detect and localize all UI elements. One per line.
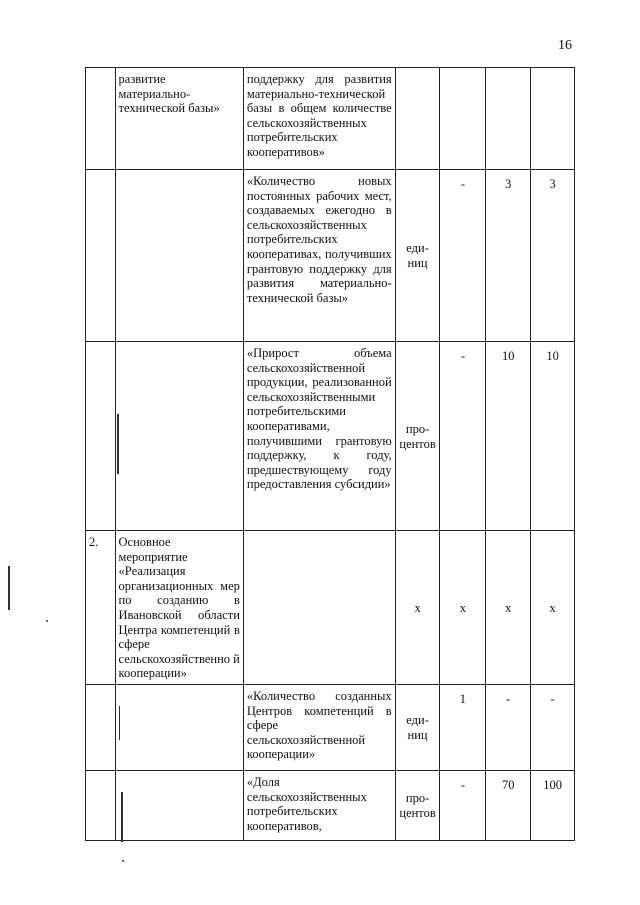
indicator-text: «Количество созданных Центров компетенций в сфере сельскохозяйственной кооперации» xyxy=(243,685,395,771)
value-year-1: - xyxy=(440,771,486,841)
value-year-2: х xyxy=(486,531,531,685)
value-year-2 xyxy=(486,68,531,170)
activity-name xyxy=(115,771,243,841)
value-year-1 xyxy=(440,68,486,170)
indicator-text xyxy=(243,531,395,685)
value-year-3: - xyxy=(531,685,575,771)
activity-name xyxy=(115,170,243,342)
value-year-2: 10 xyxy=(486,342,531,531)
activity-name: Основное мероприятие «Реализация организационных мер по созданию в Ивановской области Центра компетенций в сфере сельскохозяйственно й кооперации» xyxy=(115,531,243,685)
row-number xyxy=(86,342,116,531)
unit-cell: про-центов xyxy=(395,342,440,531)
table-row xyxy=(86,68,575,170)
table-row xyxy=(86,170,575,342)
indicator-text: поддержку для развития материально-технической базы в общем количестве сельскохозяйственных потребительских кооперативов» xyxy=(243,68,395,170)
indicator-text: «Количество новых постоянных рабочих мест, создаваемых ежегодно в сельскохозяйственных потребительских кооперативах, получивших грантовую поддержку для развития материально-технической базы» xyxy=(243,170,395,342)
value-year-1: - xyxy=(440,170,486,342)
value-year-2: 70 xyxy=(486,771,531,841)
value-year-2: 3 xyxy=(486,170,531,342)
scan-dot xyxy=(122,860,124,862)
value-year-1: - xyxy=(440,342,486,531)
value-year-1: 1 xyxy=(440,685,486,771)
scan-mark xyxy=(117,414,119,474)
unit-cell xyxy=(395,68,440,170)
row-number: 2. xyxy=(86,531,116,685)
unit-cell: про-центов xyxy=(395,771,440,841)
value-year-3: х xyxy=(531,531,575,685)
unit-cell: еди-ниц xyxy=(395,170,440,342)
value-year-3: 100 xyxy=(531,771,575,841)
scan-mark xyxy=(121,792,123,842)
scan-mark xyxy=(8,566,10,610)
table-row xyxy=(86,771,575,841)
scan-mark xyxy=(119,706,120,740)
indicators-table xyxy=(85,67,575,841)
row-number xyxy=(86,685,116,771)
row-number xyxy=(86,771,116,841)
page-number: 16 xyxy=(558,38,572,53)
indicator-text: «Прирост объема сельскохозяйственной продукции, реализованной сельскохозяйственными потребительскими кооперативами, получившими грантовую поддержку, к году, предшествующему году предоставления субсидии» xyxy=(243,342,395,531)
value-year-1: х xyxy=(440,531,486,685)
table-row xyxy=(86,342,575,531)
indicator-text: «Доля сельскохозяйственных потребительских кооперативов, xyxy=(243,771,395,841)
scan-dot xyxy=(46,620,48,622)
value-year-3: 3 xyxy=(531,170,575,342)
table-row xyxy=(86,685,575,771)
value-year-3 xyxy=(531,68,575,170)
unit-cell: еди-ниц xyxy=(395,685,440,771)
value-year-3: 10 xyxy=(531,342,575,531)
row-number xyxy=(86,68,116,170)
activity-name xyxy=(115,685,243,771)
value-year-2: - xyxy=(486,685,531,771)
unit-cell: х xyxy=(395,531,440,685)
row-number xyxy=(86,170,116,342)
table-row xyxy=(86,531,575,685)
activity-name: развитие материально-технической базы» xyxy=(115,68,243,170)
activity-name xyxy=(115,342,243,531)
